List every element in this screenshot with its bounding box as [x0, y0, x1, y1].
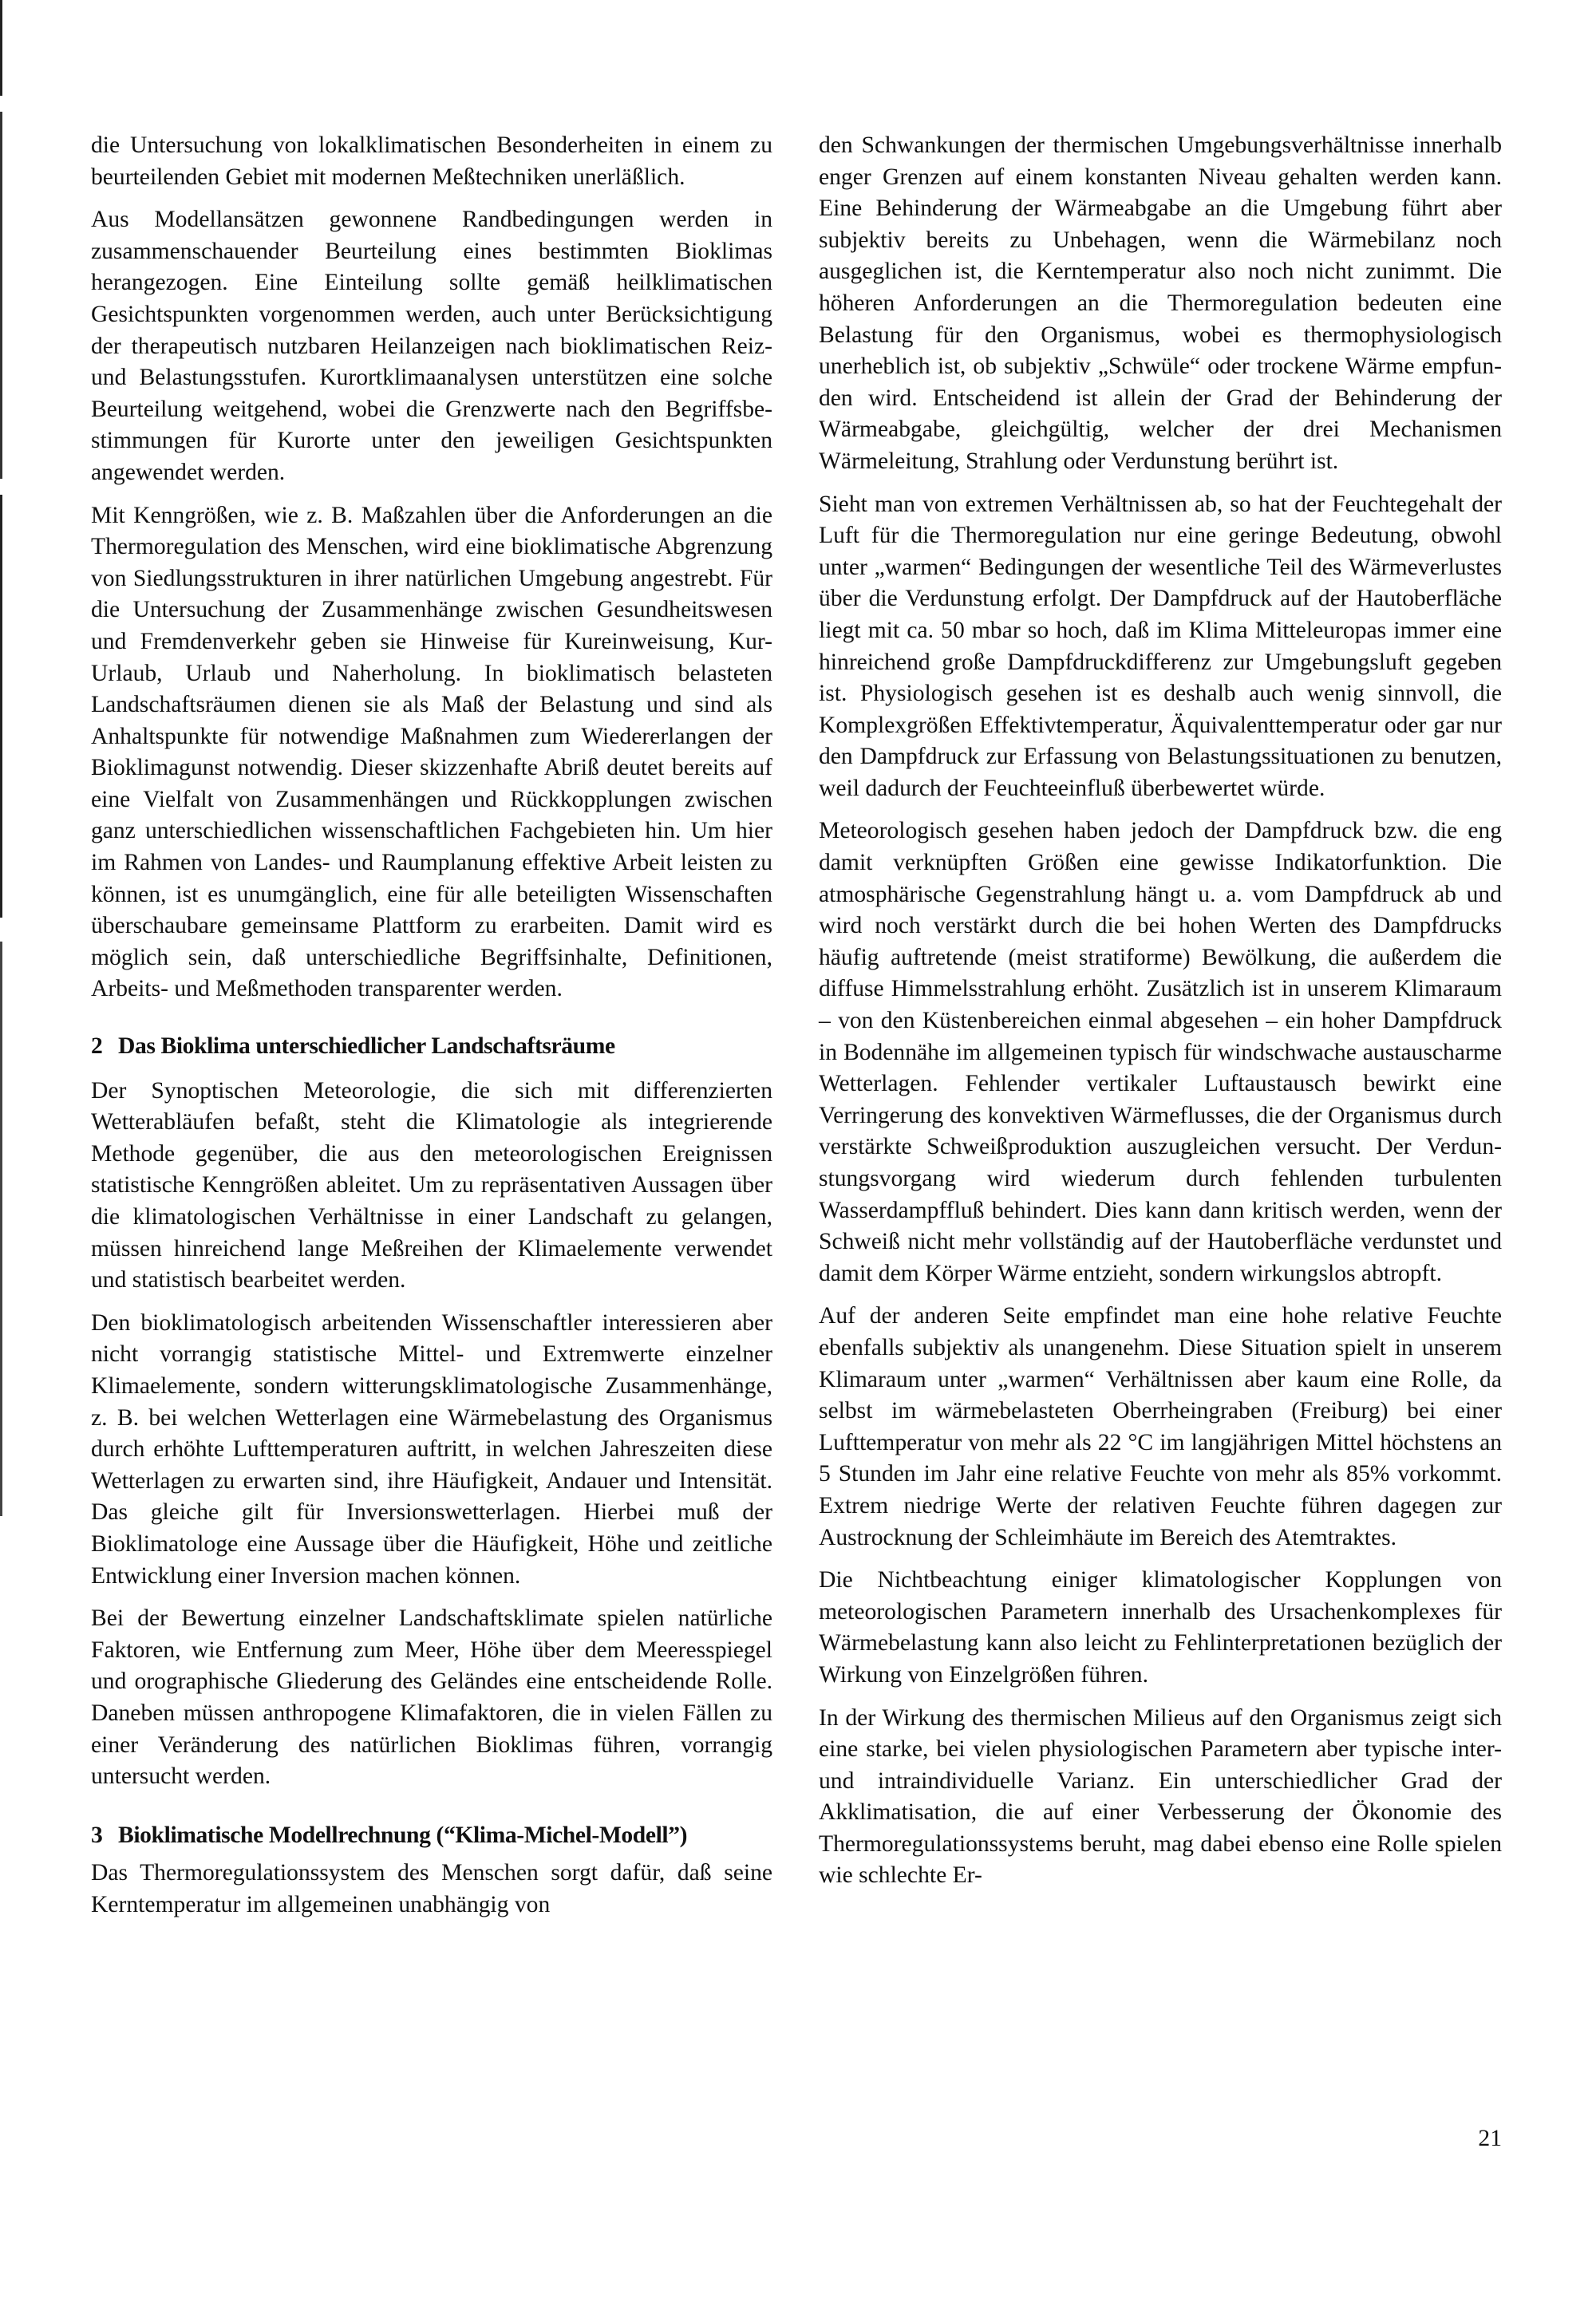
paragraph: In der Wirkung des thermischen Milieus auf den Organismus zeigt sich eine starke, bei vielen physiologischen Parametern aber typische inter- und intraindividuelle Varianz. Ein unterschiedlicher Grad der Akklimatisation, die auf einer Verbesserung der Ökonomie des Thermoregulationssystems beruht, mag dabei ebenso eine Rolle spielen wie schlechte Er- [819, 1704, 1502, 1889]
section-3-heading [91, 1820, 772, 1852]
paragraph: Der Synoptischen Meteorologie, die sich mit differenzierten Wetterabläufen befaßt, steht die Klimatologie als integrierende Methode gegenüber, die aus den meteorologischen Ereignissen statistische Kenngrößen ableitet. Um zu repräsentativen Aussagen über die klimatologischen Verhältnisse in einer Landschaft zu gelangen, müssen hinreichend lange Meßreihen der Klimaelemente verwendet und statistisch bearbeitet werden. [91, 1077, 772, 1293]
right-column [819, 130, 1502, 1903]
paragraph: Bei der Bewertung einzelner Landschaftsklimate spielen natürliche Faktoren, wie Entfernung zum Meer, Höhe über dem Meeresspiegel und orographische Gliederung des Geländes eine entscheidende Rolle. Daneben müssen anthropogene Klimafaktoren, die in vielen Fällen zu einer Veränderung des natürlichen Bioklimas führen, vorrangig untersucht werden. [91, 1605, 772, 1790]
page-number: 21 [1478, 2126, 1502, 2151]
paragraph: die Untersuchung von lokalklimatischen Besonderheiten in einem zu beurteilenden Gebiet mit modernen Meßtechniken unerläßlich. [91, 132, 772, 190]
section-number: 2 [91, 1033, 103, 1060]
paragraph: Meteorologisch gesehen haben jedoch der Dampfdruck bzw. die eng damit verknüpften Größen eine gewisse Indikatorfunktion. Die atmosphärische Gegenstrahlung hängt u. a. vom Dampfdruck ab und wird noch verstärkt durch die bei hohen Werten des Dampfdrucks häufig auftretende (meist stratiforme) Bewölkung, die außerdem die diffuse Himmelsstrahlung erhöht. Zusätzlich ist in unserem Klimaraum – von den Küstenbereichen einmal abgesehen – ein hoher Dampfdruck in Bodennähe im allgemeinen typisch für windschwache austauscharme Wetterlagen. Fehlender vertikaler Luftaustausch bewirkt eine Verringerung des konvektiven Wärmeflusses, die der Organismus durch verstärkte Schweißproduktion auszugleichen versucht. Der Verdunstungsvorgang wird wiederum durch fehlenden turbulenten Wasserdampffluß behindert. Dies kann dann kritisch werden, wenn der Schweiß nicht mehr vollständig auf der Hautoberfläche verdunstet und damit dem Körper Wärme entzieht, sondern wirkungslos abtropft. [819, 818, 1502, 1286]
paragraph: Sieht man von extremen Verhältnissen ab, so hat der Feuchtegehalt der Luft für die Thermoregulation nur eine geringe Bedeutung, obwohl unter „warmen“ Bedingungen der wesentliche Teil des Wärmeverlustes über die Verdunstung erfolgt. Der Dampfdruck auf der Hautoberfläche liegt mit ca. 50 mbar so hoch, daß im Klima Mitteleuropas immer eine hinreichend große Dampfdruckdifferenz zur Umgebungsluft gegeben ist. Physiologisch gesehen ist es deshalb auch wenig sinnvoll, die Komplexgrößen Effektivtemperatur, Äquivalenttemperatur oder gar nur den Dampfdruck zur Erfassung von Belastungssituationen zu benutzen, weil dadurch der Feuchteeinfluß überbewertet würde. [819, 491, 1502, 801]
paragraph: Aus Modellansätzen gewonnene Randbedingungen werden in zusammenschauender Beurteilung eines bestimmten Bioklimas herangezogen. Eine Einteilung sollte gemäß heilklimatischen Gesichtspunkten vorgenommen werden, auch unter Berücksichtigung der therapeutisch nutzbaren Heilanzeigen nach bioklimatischen Reiz- und Belastungsstufen. Kurortklimaanalysen unterstützen eine solche Beurteilung weitgehend, wobei die Grenzwerte nach den Begriffsbestimmungen für Kurorte unter den jeweiligen Gesichtspunkten angewendet werden. [91, 207, 772, 485]
paragraph: den Schwankungen der thermischen Umgebungsverhältnisse innerhalb enger Grenzen auf einem konstanten Niveau gehalten werden kann. Eine Behinderung der Wärmeabgabe an die Umgebung führt aber subjektiv bereits zu Unbehagen, wenn die Wärmebilanz noch ausgeglichen ist, die Kerntemperatur also noch nicht zunimmt. Die höheren Anforderungen an die Thermoregulation bedeuten eine Belastung für den Organismus, wobei es thermophysiologisch unerheblich ist, ob subjektiv „Schwüle“ oder trockene Wärme empfunden wird. Entscheidend ist allein der Grad der Behinderung der Wärmeabgabe, gleichgültig, welcher der drei Mechanismen Wärmeleitung, Strahlung oder Verdunstung berührt ist. [819, 132, 1502, 474]
left-column [91, 130, 772, 1932]
paragraph: Die Nichtbeachtung einiger klimatologischer Kopplungen von meteorologischen Parametern innerhalb des Ursachenkomplexes für Wärmebelastung kann also leicht zu Fehlinterpretationen bezüglich der Wirkung von Einzelgrößen führen. [819, 1567, 1502, 1688]
paragraph: Mit Kenngrößen, wie z. B. Maßzahlen über die Anforderungen an die Thermoregulation des Menschen, wird eine bioklimatische Abgrenzung von Siedlungsstrukturen in ihrer natürlichen Umgebung angestrebt. Für die Untersuchung der Zusammenhänge zwischen Gesundheitswesen und Fremdenverkehr geben sie Hinweise für Kureinweisung, Kur-Urlaub, Urlaub und Naherholung. In bioklimatisch belasteten Landschaftsräumen dienen sie als Maß der Belastung und sind als Anhaltspunkte für notwendige Maßnahmen zum Wiedererlangen der Bioklimagunst notwendig. Dieser skizzenhafte Abriß deutet bereits auf eine Vielfalt von Zusammenhängen und Rückkopplungen zwischen ganz unterschiedlichen wissenschaftlichen Fachgebieten hin. Um hier im Rahmen von Landes- und Raumplanung effektive Arbeit leisten zu können, ist es unumgänglich, eine für alle beteiligten Wissenschaften überschaubare gemeinsame Plattform zu erarbeiten. Damit wird es möglich sein, daß unterschiedliche Begriffsinhalte, Definitionen, Arbeits- und Meßmethoden transparenter werden. [91, 502, 772, 1002]
section-title: Das Bioklima unterschiedlicher Landschaftsräume [118, 1033, 615, 1060]
section-number: 3 [91, 1822, 103, 1848]
page-binding-edge [0, 0, 2, 2318]
section-title: Bioklimatische Modellrechnung (“Klima-Michel-Modell”) [118, 1822, 688, 1848]
paragraph: Das Thermoregulationssystem des Menschen sorgt dafür, daß seine Kerntemperatur im allgemeinen unabhängig von [91, 1860, 772, 1917]
paragraph: Auf der anderen Seite empfindet man eine hohe relative Feuchte ebenfalls subjektiv als unangenehm. Diese Situation spielt in unserem Klimaraum unter „warmen“ Verhältnissen aber kaum eine Rolle, da selbst im wärmebelasteten Oberrheingraben (Freiburg) bei einer Lufttemperatur von mehr als 22 °C im langjährigen Mittel höchstens an 5 Stunden im Jahr eine relative Feuchte von mehr als 85% vorkommt. Extrem niedrige Werte der relativen Feuchte führen dagegen zur Austrocknung der Schleimhäute im Bereich des Atemtraktes. [819, 1303, 1502, 1550]
paragraph: Den bioklimatologisch arbeitenden Wissenschaftler interessieren aber nicht vorrangig statistische Mittel- und Extremwerte einzelner Klimaelemente, sondern witterungsklimatologische Zusammenhänge, z. B. bei welchen Wetterlagen eine Wärmebelastung des Organismus durch erhöhte Lufttemperaturen auftritt, in welchen Jahreszeiten diese Wetterlagen zu erwarten sind, ihre Häufigkeit, Andauer und Intensität. Das gleiche gilt für Inversionswetterlagen. Hierbei muß der Bioklimatologe eine Aussage über die Häufigkeit, Höhe und zeitliche Entwicklung einer Inversion machen können. [91, 1309, 772, 1589]
section-2-heading [91, 1031, 772, 1063]
